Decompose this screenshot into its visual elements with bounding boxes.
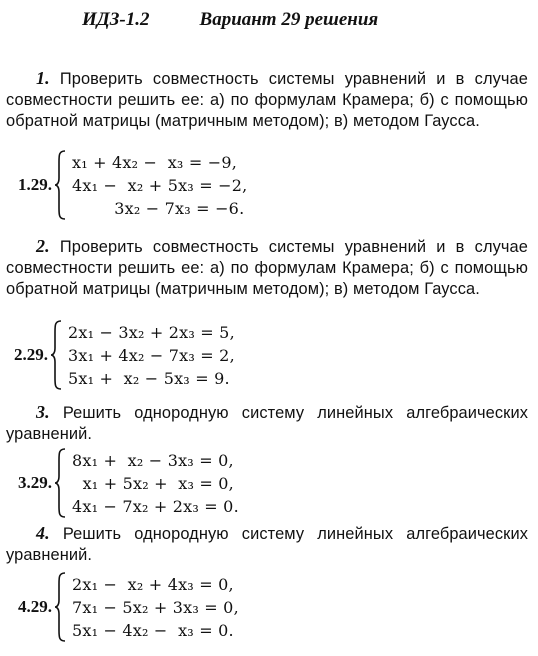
system-1-equations bbox=[72, 151, 247, 220]
system-2-label: 2.29. bbox=[14, 345, 48, 364]
task-4-statement bbox=[6, 523, 528, 566]
equation-4-1: 2x₁ − x₂ + 4x₃ = 0, bbox=[72, 574, 234, 594]
equation-2-3: 5x₁ + x₂ − 5x₃ = 9. bbox=[68, 368, 230, 388]
left-brace-icon bbox=[50, 320, 62, 390]
equation-3-1: 8x₁ + x₂ − 3x₃ = 0, bbox=[72, 450, 234, 470]
system-3 bbox=[18, 448, 239, 518]
system-3-equations bbox=[72, 449, 239, 518]
system-2 bbox=[14, 320, 235, 390]
task-4-text: Решить однородную систему линейных алгебраических уравнений. bbox=[6, 525, 529, 564]
document-title: ИДЗ-1.2 bbox=[82, 9, 150, 30]
task-2-number: 2. bbox=[36, 236, 50, 256]
system-1 bbox=[18, 150, 247, 220]
equation-1-1: x₁ + 4x₂ − x₃ = −9, bbox=[72, 152, 237, 172]
task-1-text: Проверить совместность системы уравнений и в случае совместности решить ее: а) по формулам Крамера; б) с помощью обратной матрицы (матричным методом); в) методом Гаусса. bbox=[6, 70, 528, 130]
task-2-text: Проверить совместность системы уравнений и в случае совместности решить ее: а) по формулам Крамера; б) с помощью обратной матрицы (матричным методом); в) методом Гаусса. bbox=[6, 238, 528, 298]
task-3-text: Решить однородную систему линейных алгебраических уравнений. bbox=[6, 404, 529, 443]
page-header bbox=[82, 9, 378, 31]
task-1-number: 1. bbox=[36, 68, 50, 88]
task-2 bbox=[6, 236, 528, 300]
system-2-equations bbox=[68, 321, 235, 390]
equation-1-2: 4x₁ − x₂ + 5x₃ = −2, bbox=[72, 175, 248, 195]
equation-2-2: 3x₁ + 4x₂ − 7x₃ = 2, bbox=[68, 345, 235, 365]
system-3-label: 3.29. bbox=[18, 473, 52, 492]
system-4-label: 4.29. bbox=[18, 597, 52, 616]
task-1 bbox=[6, 68, 528, 132]
left-brace-icon bbox=[54, 150, 66, 220]
task-3 bbox=[6, 402, 528, 445]
system-1-label: 1.29. bbox=[18, 175, 52, 194]
system-4 bbox=[18, 572, 239, 642]
task-1-statement bbox=[6, 68, 528, 132]
task-3-statement bbox=[6, 402, 528, 445]
equation-3-3: 4x₁ − 7x₂ + 2x₃ = 0. bbox=[72, 496, 239, 516]
left-brace-icon bbox=[54, 448, 66, 518]
equation-4-3: 5x₁ − 4x₂ − x₃ = 0. bbox=[72, 620, 234, 640]
equation-1-3: 3x₂ − 7x₃ = −6. bbox=[72, 198, 245, 218]
equation-2-1: 2x₁ − 3x₂ + 2x₃ = 5, bbox=[68, 322, 235, 342]
task-2-statement bbox=[6, 236, 528, 300]
left-brace-icon bbox=[54, 572, 66, 642]
task-4-number: 4. bbox=[36, 523, 50, 543]
system-4-equations bbox=[72, 573, 239, 642]
variant-title: Вариант 29 решения bbox=[199, 9, 379, 30]
task-3-number: 3. bbox=[36, 402, 50, 422]
equation-4-2: 7x₁ − 5x₂ + 3x₃ = 0, bbox=[72, 597, 239, 617]
equation-3-2: x₁ + 5x₂ + x₃ = 0, bbox=[72, 473, 234, 493]
task-4 bbox=[6, 523, 528, 566]
